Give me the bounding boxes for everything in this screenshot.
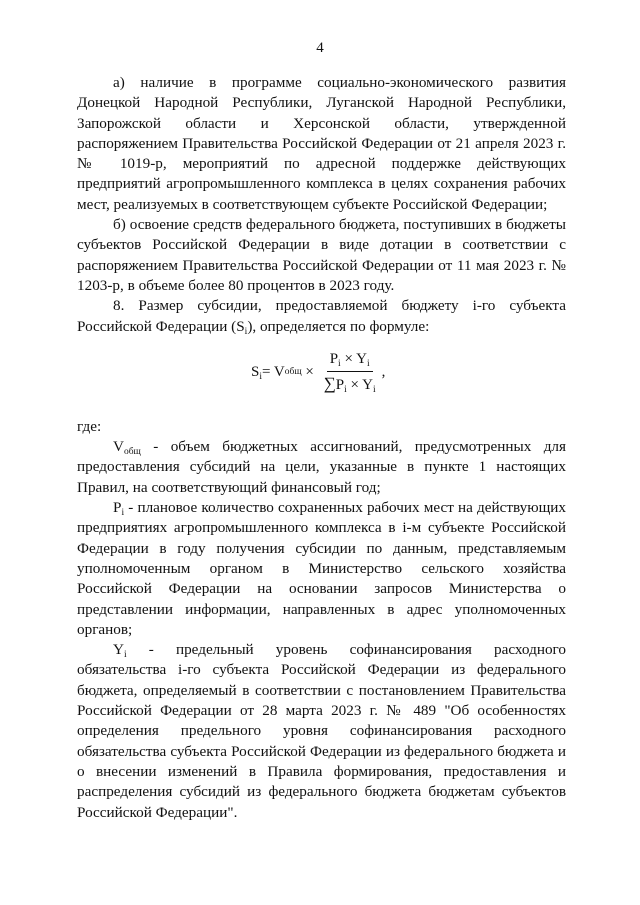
formula-lhs (251, 362, 262, 382)
definition-p-text: - плановое количество сохраненных рабочих мест на действующих предприятиях агропромышленного комплекса в i-м субъекте Российской Федерации в году получения субсидии по данным, представляемым уполномоченным органом в Министерство сельского хозяйства Российской Федерации на основании запросов Министерства о представлении информации, направленных в адрес уполномоченных органов; (77, 499, 566, 638)
sum-symbol: ∑ (323, 374, 336, 394)
definition-p (77, 498, 566, 640)
definition-p-subscript: i (121, 508, 125, 519)
definition-v-text: - объем бюджетных ассигнований, предусмотренных для предоставления субсидий на цели, указанные в пункте 1 настоящих Правил, на соответствующий финансовый год; (77, 438, 566, 496)
subsidy-formula: $S_i$ = V общ × $\frac{P_i \times Y_i}{\sum P_i \times Y_i}$ , (251, 350, 386, 396)
where-label: где: (77, 417, 102, 435)
definition-y-subscript: i (123, 650, 127, 661)
definition-v-subscript: общ (123, 447, 141, 458)
paragraph-8-text-end: ), определяется по формуле: (247, 317, 430, 335)
denominator-p-subscript: i (344, 385, 347, 396)
paragraph-8-subscript: i (244, 326, 248, 337)
page-number: 4 (316, 40, 324, 56)
paragraph-a: а) наличие в программе социально-экономического развития Донецкой Народной Республики, Луганской Народной Республики, Запорожской области и Херсонской области, утвержденной распоряжением Правительства Российской Федерации от 21 апреля 2023 г. № 1019-р, мероприятий по адресной поддержке действующих предприятий агропромышленного комплекса в целях сохранения рабочих мест, реализуемых в соответствующем субъекте Российской Федерации; (77, 74, 566, 213)
paragraph-8 (77, 296, 566, 337)
formula-s-symbol: S (251, 364, 260, 380)
definition-v-symbol: V (113, 438, 124, 456)
formula-block (77, 337, 566, 417)
denominator-times-y: × Y (346, 377, 373, 394)
definition-y-symbol: Y (113, 641, 124, 659)
formula-denominator (321, 372, 379, 395)
definition-y (77, 640, 566, 823)
formula-numerator (327, 349, 373, 372)
numerator-p: P (329, 350, 339, 367)
formula-comma: , (381, 364, 386, 380)
paragraph-b: б) освоение средств федерального бюджета, поступивших в бюджеты субъектов Российской Федерации в виде дотации в соответствии с распоряжением Правительства Российской Федерации от 11 мая 2023 г. № 1203-р, в объеме более 80 процентов в 2023 году. (77, 216, 566, 294)
numerator-p-subscript: i (338, 358, 341, 369)
formula-equals-v: = V (261, 364, 285, 380)
definition-y-text: - предельный уровень софинансирования расходного обязательства i-го субъекта Российской Федерации из федерального бюджета, определяемый в соответствии с постановлением Правительства Российской Федерации от 28 марта 2023 г. № 489 "Об особенностях определения предельного уровня софинансирования расходного обязательства субъекта Российской Федерации из федерального бюджета и о внесении изменений в Правила формирования, предоставления и распределения субсидий из федерального бюджета бюджетам субъектов Российской Федерации". (77, 641, 566, 821)
numerator-times-y: × Y (340, 350, 367, 367)
formula-fraction (321, 349, 379, 396)
paragraph-8-text-start: 8. Размер субсидии, предоставляемой бюджету i-го субъекта Российской Федерации (S (77, 297, 566, 335)
formula-times: × (301, 364, 318, 380)
numerator-y-subscript: i (366, 358, 370, 369)
document-body (77, 73, 566, 823)
formula-s-subscript: i (259, 372, 262, 382)
denominator-y-subscript: i (373, 385, 376, 396)
definition-v (77, 437, 566, 498)
definition-p-symbol: P (113, 499, 122, 517)
denominator-p: P (335, 377, 345, 394)
